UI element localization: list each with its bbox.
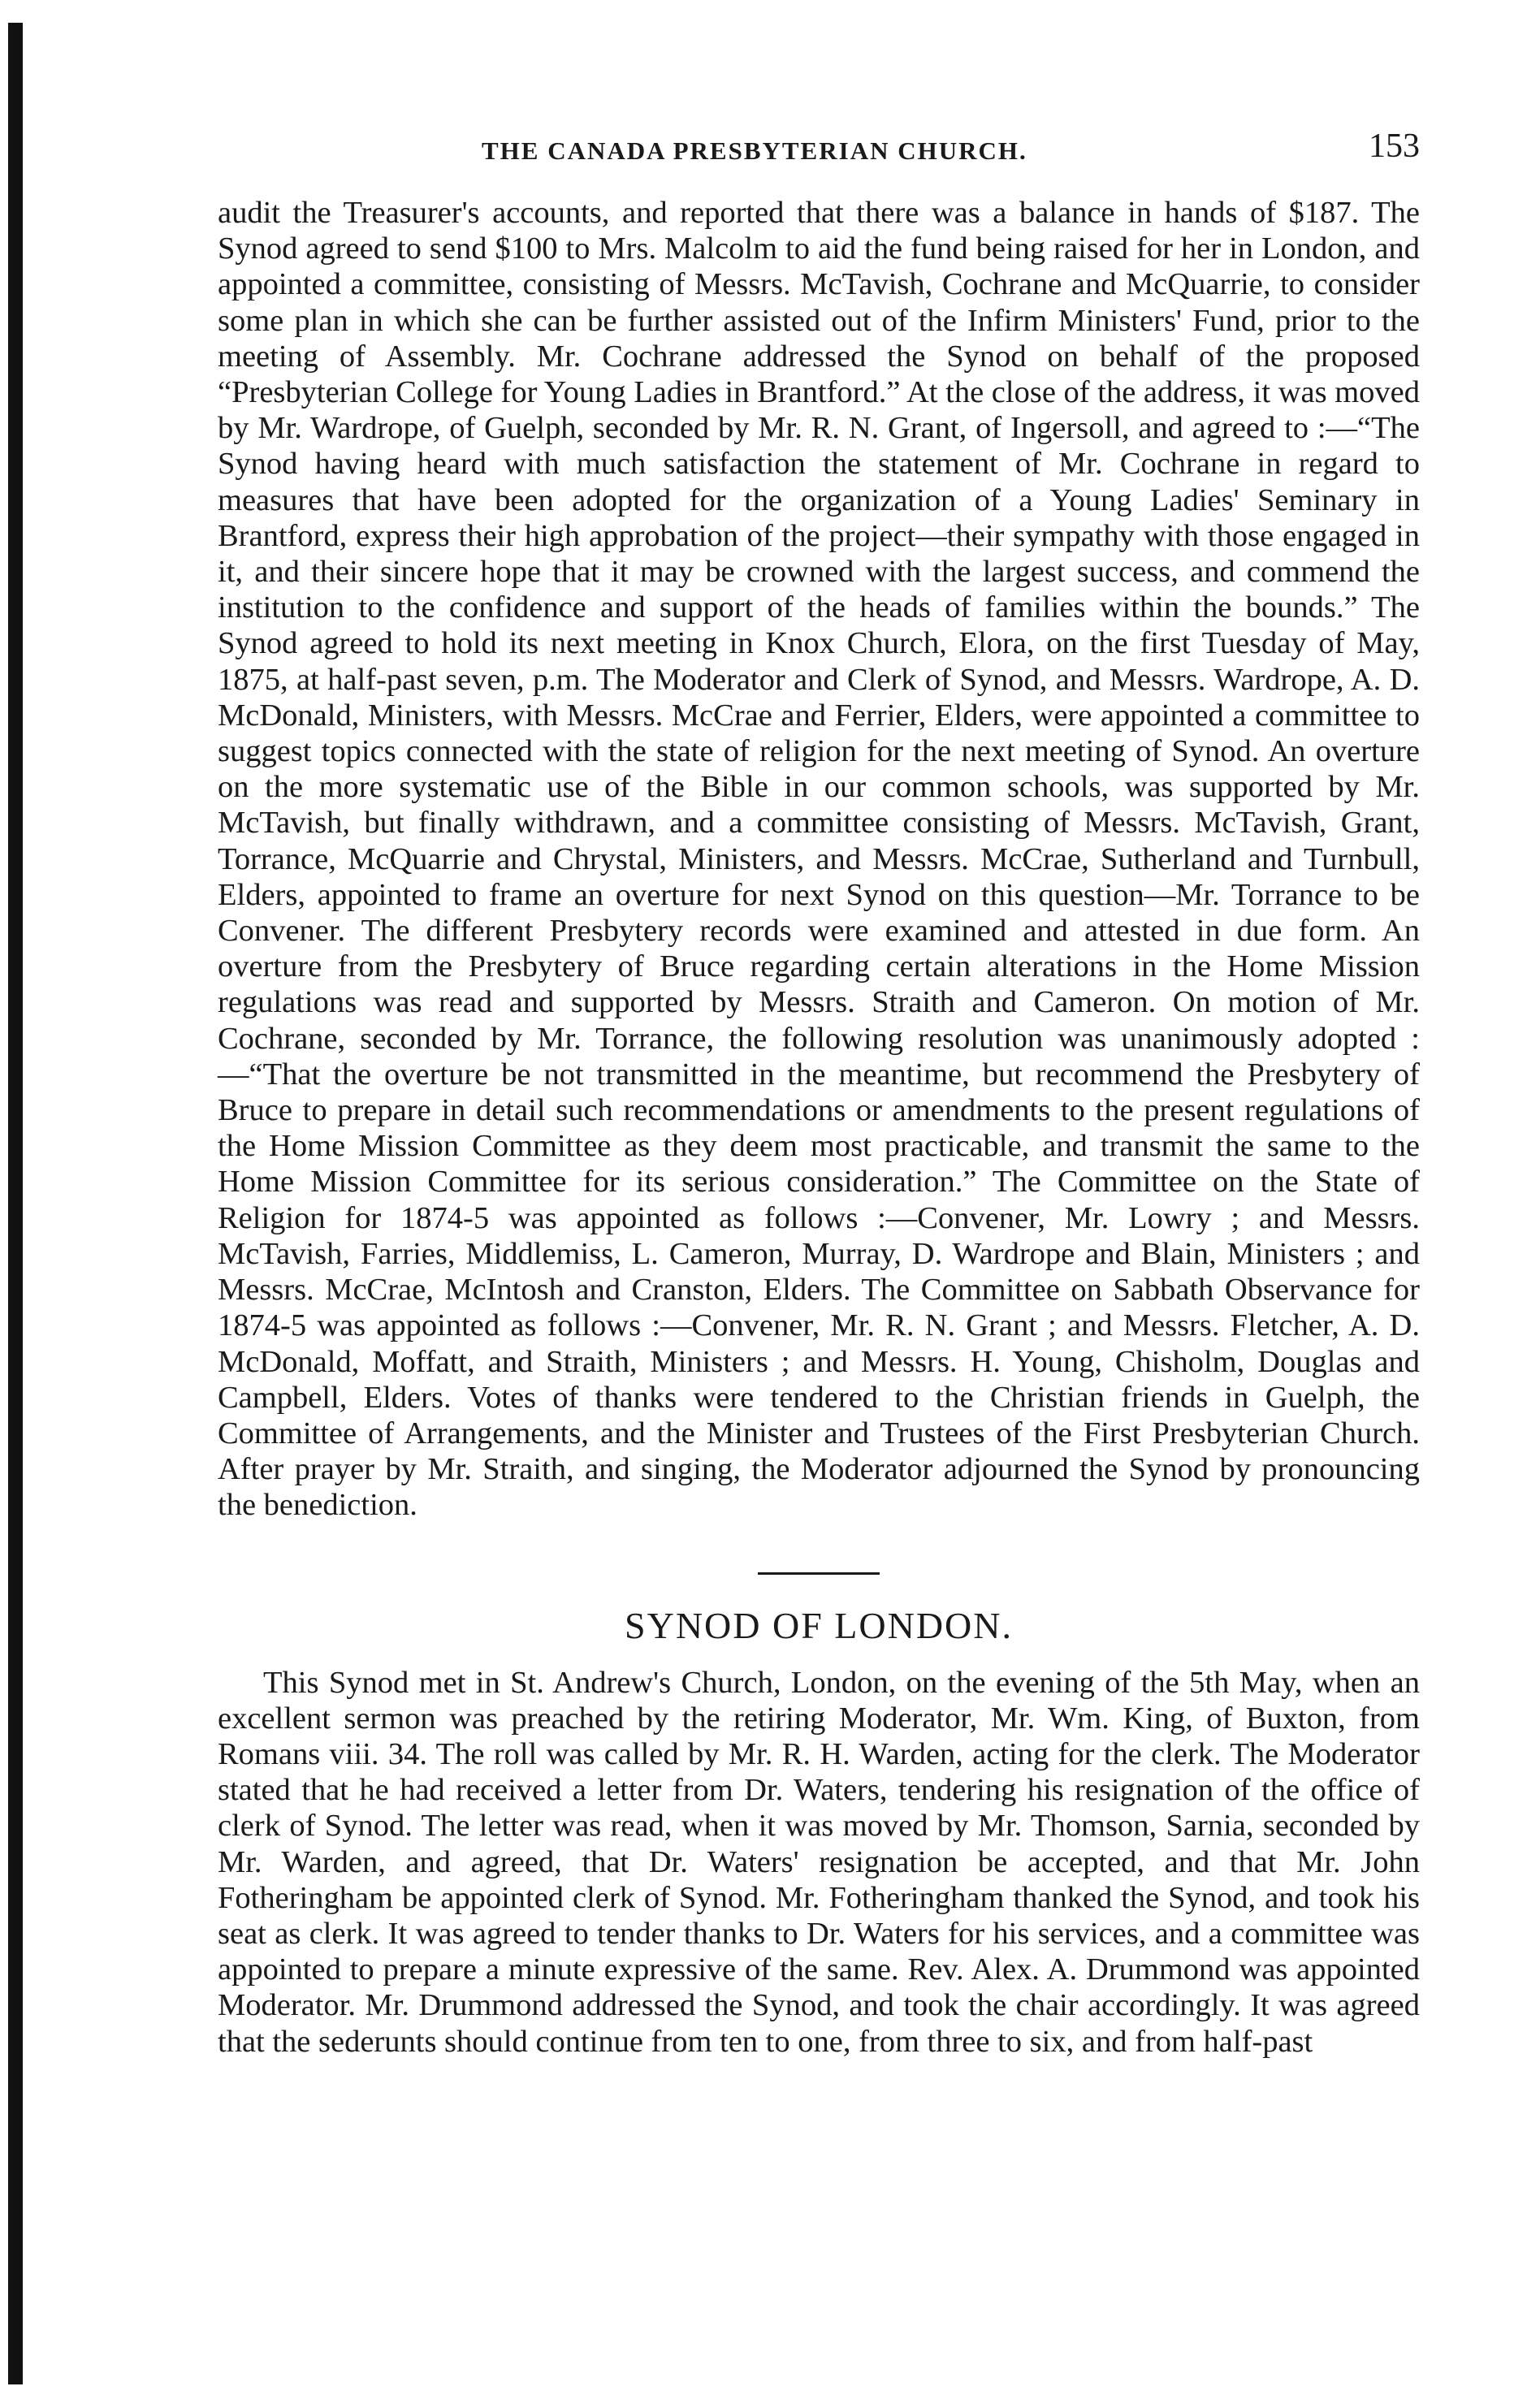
body-paragraph-continued: audit the Treasurer's accounts, and reported that there was a balance in hands of $187. The Synod agreed to send $100 to Mrs. Malcolm to aid the fund being raised for her in London, and appointed a committee, consisting of Messrs. McTavish, Cochrane and McQuarrie, to consider some plan in which she can be further assisted out of the Infirm Ministers' Fund, prior to the meeting of Assembly. Mr. Cochrane addressed the Synod on behalf of the proposed “Presbyterian College for Young Ladies in Brantford.” At the close of the address, it was moved by Mr. Wardrope, of Guelph, seconded by Mr. R. N. Grant, of Ingersoll, and agreed to :—“The Synod having heard with much satisfaction the statement of Mr. Cochrane in regard to measures that have been adopted for the organization of a Young Ladies' Seminary in Brantford, express their high approbation of the project—their sympathy with those engaged in it, and their sincere hope that it may be crowned with the largest success, and commend the institution to the confidence and support of the heads of families within the bounds.” The Synod agreed to hold its next meeting in Knox Church, Elora, on the first Tuesday of May, 1875, at half-past seven, p.m. The Moderator and Clerk of Synod, and Messrs. Wardrope, A. D. McDonald, Ministers, with Messrs. McCrae and Ferrier, Elders, were appointed a committee to suggest topics connected with the state of religion for the next meeting of Synod. An overture on the more systematic use of the Bible in our common schools, was supported by Mr. McTavish, but finally withdrawn, and a committee consisting of Messrs. McTavish, Grant, Torrance, McQuarrie and Chrystal, Ministers, and Messrs. McCrae, Sutherland and Turnbull, Elders, appointed to frame an overture for next Synod on this question—Mr. Torrance to be Convener. The different Presbytery records were examined and attested in due form. An overture from the Presbytery of Bruce regarding certain alterations in the Home Mission regulations was read and supported by Messrs. Straith and Cameron. On motion of Mr. Cochrane, seconded by Mr. Torrance, the following resolution was unanimously adopted :—“That the overture be not transmitted in the meantime, but recommend the Presbytery of Bruce to prepare in detail such recommendations or amendments to the present regulations of the Home Mission Committee as they deem most practicable, and transmit the same to the Home Mission Committee for its serious consideration.” The Committee on the State of Religion for 1874-5 was appointed as follows :—Convener, Mr. Lowry ; and Messrs. McTavish, Farries, Middlemiss, L. Cameron, Murray, D. Wardrope and Blain, Ministers ; and Messrs. McCrae, McIntosh and Cranston, Elders. The Committee on Sabbath Observance for 1874-5 was appointed as follows :—Convener, Mr. R. N. Grant ; and Messrs. Fletcher, A. D. McDonald, Moffatt, and Straith, Ministers ; and Messrs. H. Young, Chisholm, Douglas and Campbell, Elders. Votes of thanks were tendered to the Christian friends in Guelph, the Committee of Arrangements, and the Minister and Trustees of the First Presbyterian Church. After prayer by Mr. Straith, and singing, the Moderator adjourned the Synod by pronouncing the benediction. — [218, 196, 1420, 1523]
running-head — [218, 122, 1420, 195]
running-head-title: THE CANADA PRESBYTERIAN CHURCH. — [482, 136, 1027, 165]
scan-page-edge — [8, 23, 23, 2384]
book-page — [218, 122, 1420, 2060]
section-divider-rule — [758, 1572, 880, 1575]
section-heading: SYNOD OF LONDON. — [625, 1604, 1013, 1646]
page-number: 153 — [1369, 128, 1420, 165]
body-paragraph-synod-of-london: This Synod met in St. Andrew's Church, London, on the evening of the 5th May, when an excellent sermon was preached by the retiring Moderator, Mr. Wm. King, of Buxton, from Romans viii. 34. The roll was called by Mr. R. H. Warden, acting for the clerk. The Moderator stated that he had received a letter from Dr. Waters, tendering his resignation of the office of clerk of Synod. The letter was read, when it was moved by Mr. Thomson, Sarnia, seconded by Mr. Warden, and agreed, that Dr. Waters' resignation be accepted, and that Mr. John Fotheringham be appointed clerk of Synod. Mr. Fotheringham thanked the Synod, and took his seat as clerk. It was agreed to tender thanks to Dr. Waters for his services, and a committee was appointed to prepare a minute expressive of the same. Rev. Alex. A. Drummond was appointed Moderator. Mr. Drummond addressed the Synod, and took the chair accordingly. It was agreed that the sederunts should continue from ten to one, from three to six, and from half-past — [218, 1665, 1420, 2059]
